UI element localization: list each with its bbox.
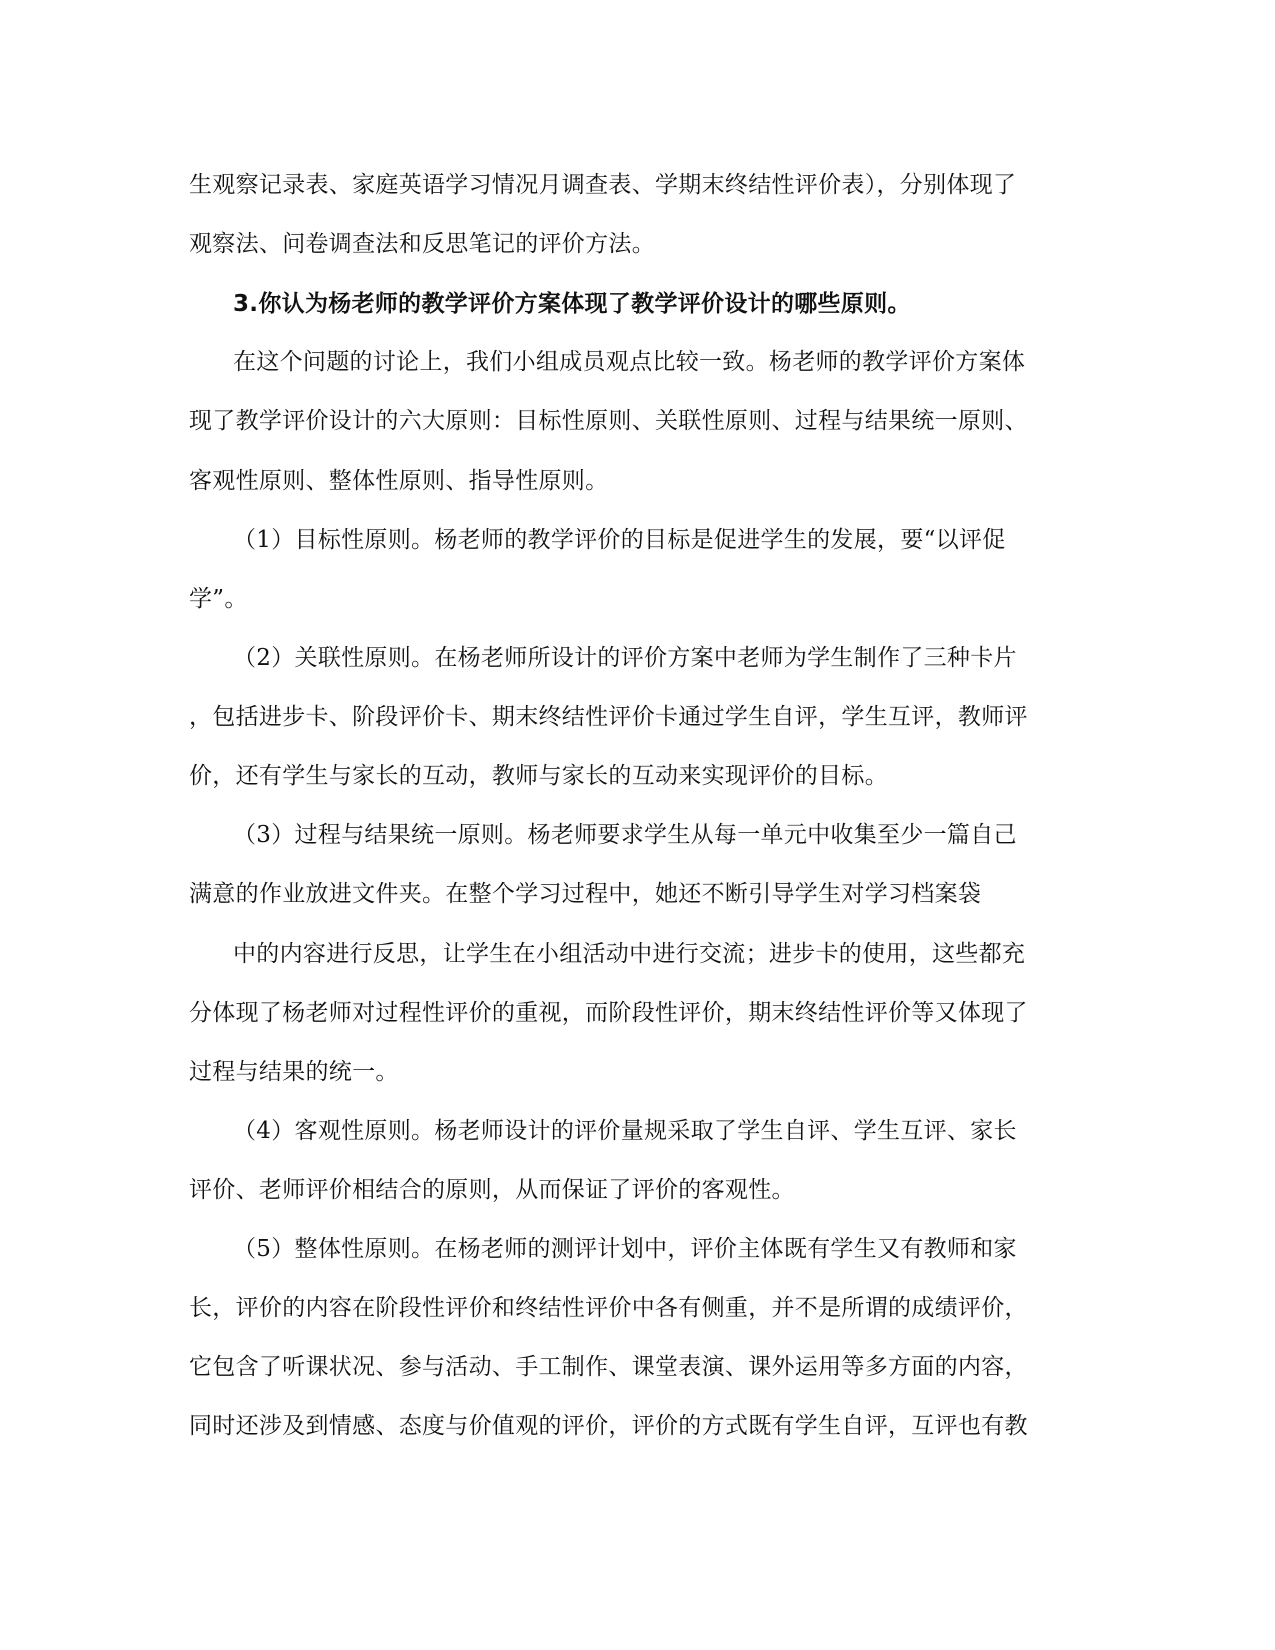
paragraph-line: 分体现了杨老师对过程性评价的重视，而阶段性评价，期末终结性评价等又体现了 bbox=[189, 1000, 1028, 1026]
paragraph-line: 长，评价的内容在阶段性评价和终结性评价中各有侧重，并不是所谓的成绩评价， bbox=[189, 1295, 1028, 1321]
question-heading: 3.你认为杨老师的教学评价方案体现了教学评价设计的哪些原则。 bbox=[233, 291, 911, 317]
paragraph-line: 在这个问题的讨论上，我们小组成员观点比较一致。杨老师的教学评价方案体 bbox=[233, 349, 1026, 375]
paragraph-line: 观察法、问卷调查法和反思笔记的评价方法。 bbox=[189, 231, 655, 257]
paragraph-line: 学”。 bbox=[189, 586, 248, 612]
paragraph-line: 满意的作业放进文件夹。在整个学习过程中，她还不断引导学生对学习档案袋 bbox=[189, 881, 982, 907]
paragraph-line: （1）目标性原则。杨老师的教学评价的目标是促进学生的发展，要“以评促 bbox=[233, 527, 1006, 553]
paragraph-line: 它包含了听课状况、参与活动、手工制作、课堂表演、课外运用等多方面的内容， bbox=[189, 1354, 1028, 1380]
paragraph-line: 客观性原则、整体性原则、指导性原则。 bbox=[189, 468, 609, 494]
paragraph-line: （2）关联性原则。在杨老师所设计的评价方案中老师为学生制作了三种卡片 bbox=[233, 645, 1017, 671]
paragraph-line: 生观察记录表、家庭英语学习情况月调查表、学期末终结性评价表），分别体现了 bbox=[189, 172, 1017, 198]
paragraph-line: （5）整体性原则。在杨老师的测评计划中，评价主体既有学生又有教师和家 bbox=[233, 1236, 1017, 1262]
paragraph-line: （4）客观性原则。杨老师设计的评价量规采取了学生自评、学生互评、家长 bbox=[233, 1118, 1017, 1144]
paragraph-line: 过程与结果的统一。 bbox=[189, 1059, 399, 1085]
paragraph-line: 评价、老师评价相结合的原则，从而保证了评价的客观性。 bbox=[189, 1177, 795, 1203]
paragraph-line: 中的内容进行反思，让学生在小组活动中进行交流；进步卡的使用，这些都充 bbox=[233, 941, 1026, 967]
paragraph-line: （3）过程与结果统一原则。杨老师要求学生从每一单元中收集至少一篇自己 bbox=[233, 822, 1017, 848]
paragraph-line: ，包括进步卡、阶段评价卡、期末终结性评价卡通过学生自评，学生互评，教师评 bbox=[189, 704, 1028, 730]
paragraph-line: 现了教学评价设计的六大原则：目标性原则、关联性原则、过程与结果统一原则、 bbox=[189, 408, 1028, 434]
paragraph-line: 同时还涉及到情感、态度与价值观的评价，评价的方式既有学生自评，互评也有教 bbox=[189, 1413, 1028, 1439]
paragraph-line: 价，还有学生与家长的互动，教师与家长的互动来实现评价的目标。 bbox=[189, 763, 888, 789]
